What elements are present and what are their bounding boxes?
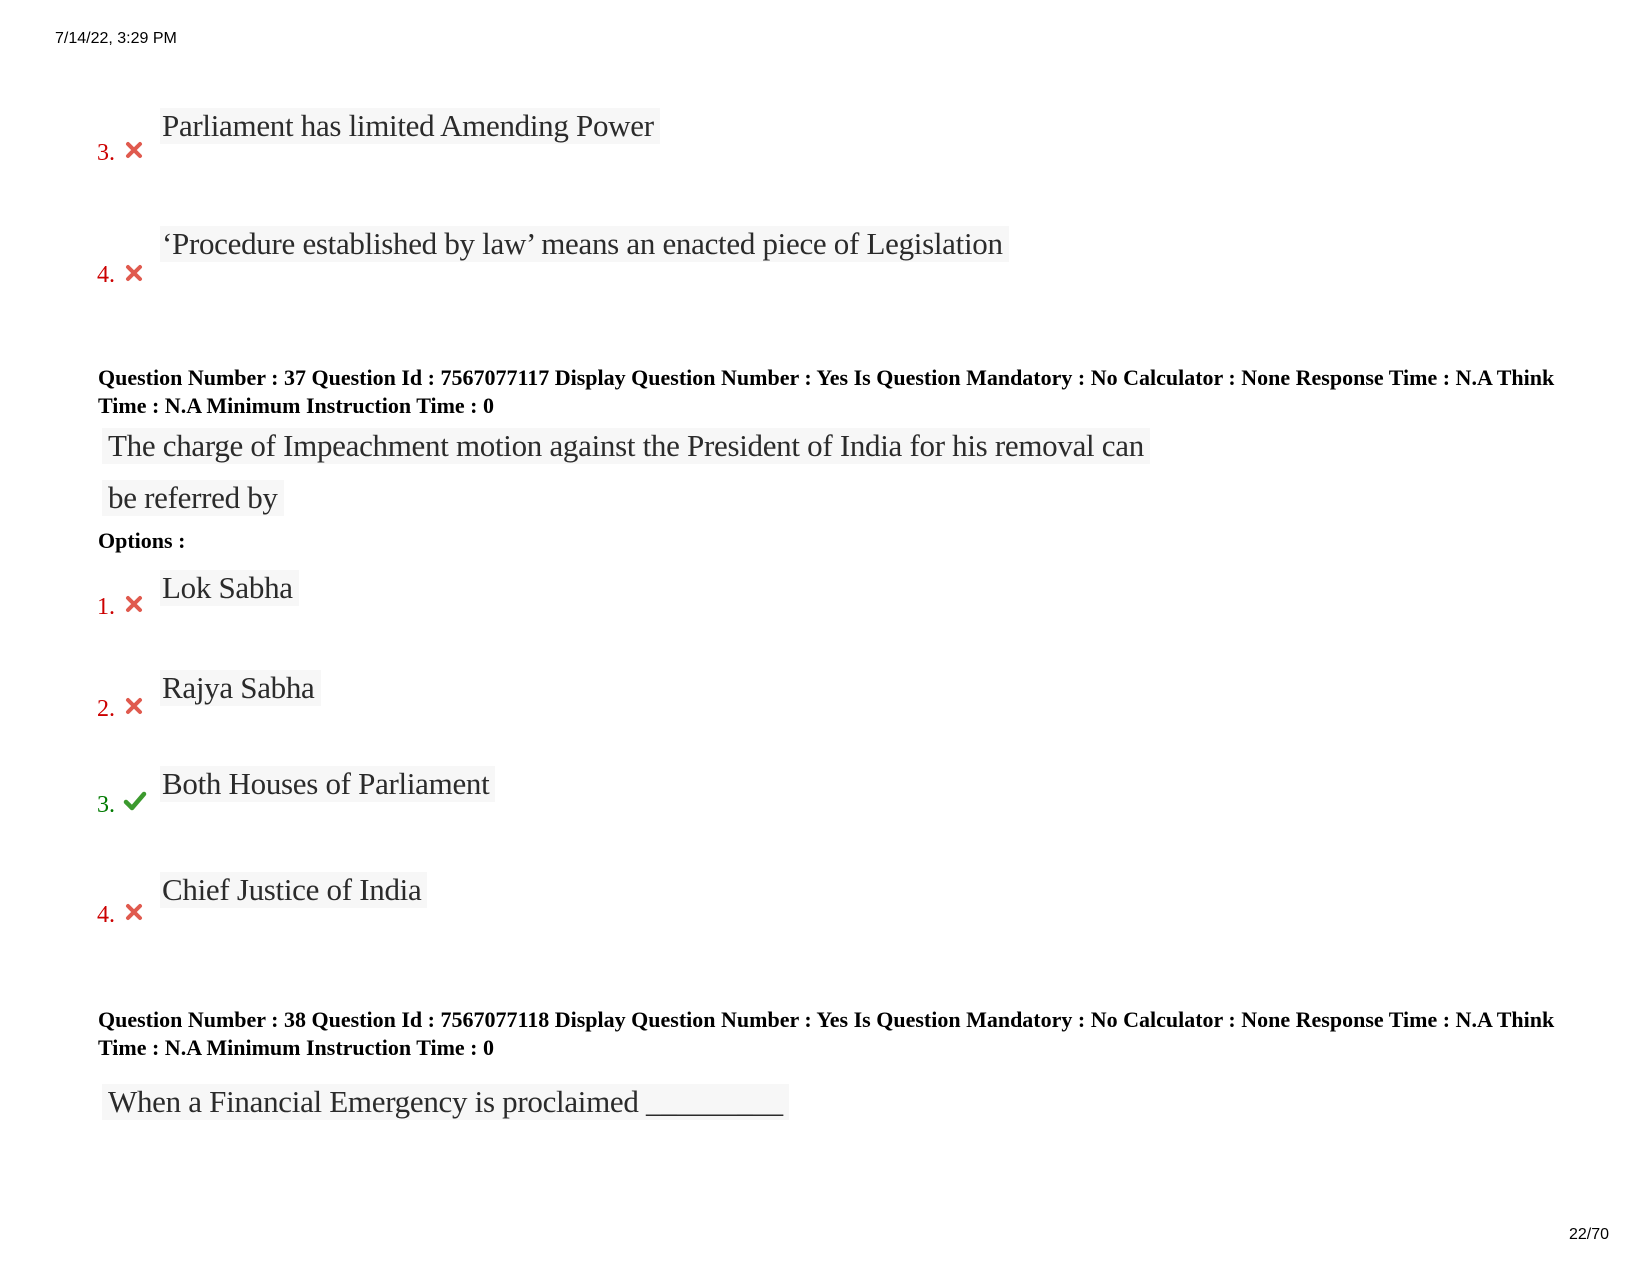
options-label: Options : <box>98 528 186 553</box>
option-text: ‘Procedure established by law’ means an enacted piece of Legislation <box>160 226 1009 262</box>
question-text-line: The charge of Impeachment motion against the President of India for his removal can <box>102 428 1150 464</box>
question-text-line: When a Financial Emergency is proclaimed _________ <box>102 1084 789 1120</box>
option-number: 4. <box>97 902 115 928</box>
wrong-cross-icon <box>125 141 143 159</box>
option-number: 2. <box>97 696 115 722</box>
option-number: 3. <box>97 792 115 818</box>
print-timestamp: 7/14/22, 3:29 PM <box>55 30 177 47</box>
wrong-cross-icon <box>125 903 143 921</box>
wrong-cross-icon <box>125 697 143 715</box>
page-number: 22/70 <box>1568 1226 1609 1243</box>
question-text-line: be referred by <box>102 480 284 516</box>
option-number: 4. <box>97 262 115 288</box>
option-text: Rajya Sabha <box>160 670 321 706</box>
option-text: Parliament has limited Amending Power <box>160 108 660 144</box>
option-text: Both Houses of Parliament <box>160 766 495 802</box>
option-text: Lok Sabha <box>160 570 299 606</box>
wrong-cross-icon <box>125 264 143 282</box>
question-header: Question Number : 37 Question Id : 7567077117 Display Question Number : Yes Is Question Mandatory : No Calculator : None Response Time : N.A Think Time : N.A Minimum Instruction Time : 0 <box>98 365 1555 418</box>
option-text: Chief Justice of India <box>160 872 427 908</box>
option-number: 3. <box>97 140 115 166</box>
option-number: 1. <box>97 594 115 620</box>
correct-check-icon <box>123 790 147 812</box>
wrong-cross-icon <box>125 595 143 613</box>
question-header: Question Number : 38 Question Id : 7567077118 Display Question Number : Yes Is Question Mandatory : No Calculator : None Response Time : N.A Think Time : N.A Minimum Instruction Time : 0 <box>98 1007 1555 1060</box>
